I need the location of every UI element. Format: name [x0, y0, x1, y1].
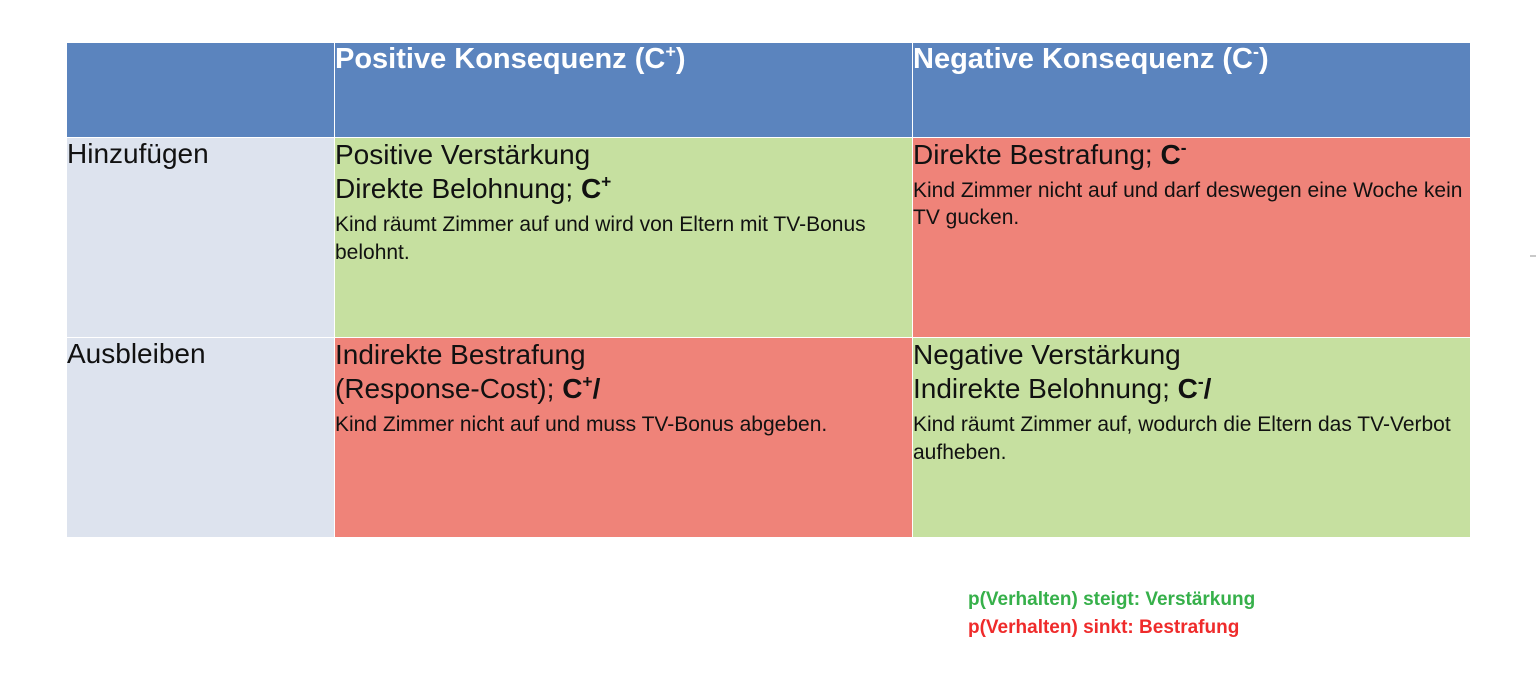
- row-label-ausbleiben: Ausbleiben: [67, 338, 335, 538]
- cell-negative-reinforcement-slash: /: [1203, 373, 1212, 405]
- table-row-hinzufuegen: [67, 138, 1471, 338]
- header-positive-tail: ): [675, 43, 686, 75]
- cell-positive-reinforcement-title: [335, 138, 912, 206]
- header-positive-label: Positive Konsequenz (C: [335, 43, 666, 75]
- cell-indirect-punishment-title-pre: (Response-Cost);: [335, 373, 563, 405]
- cell-negative-reinforcement-title-line2: [913, 372, 1470, 406]
- cell-negative-reinforcement-title-line1: Negative Verstärkung: [913, 339, 1181, 370]
- cell-negative-reinforcement-title: [913, 338, 1470, 406]
- cell-negative-reinforcement-symbol: C: [1177, 373, 1198, 405]
- cell-negative-reinforcement-title-pre: Indirekte Belohnung;: [913, 373, 1178, 405]
- legend-reinforcement: p(Verhalten) steigt: Verstärkung: [968, 589, 1256, 610]
- cell-indirect-punishment-title-line2: [335, 372, 912, 406]
- cell-direct-punishment-title: [913, 138, 1470, 172]
- edge-artifact: [1530, 255, 1536, 257]
- cell-positive-reinforcement-description: Kind räumt Zimmer auf und wird von Eltern mit TV-Bonus belohnt.: [335, 213, 866, 264]
- cell-negative-reinforcement-superscript: -: [1197, 371, 1204, 392]
- header-negative-label: Negative Konsequenz (C: [913, 43, 1253, 75]
- cell-direct-punishment-title-pre: Direkte Bestrafung;: [913, 139, 1161, 170]
- legend-punishment: p(Verhalten) sinkt: Bestrafung: [968, 616, 1240, 638]
- header-positive-consequence: [335, 43, 913, 138]
- consequence-matrix-table: [66, 42, 1471, 538]
- cell-direct-punishment-superscript: -: [1180, 137, 1187, 158]
- table-row-ausbleiben: [67, 338, 1471, 538]
- cell-indirect-punishment-superscript: +: [582, 371, 593, 392]
- cell-direct-punishment-title-line2: [913, 138, 1470, 172]
- header-negative-consequence: [913, 43, 1471, 138]
- row-label-hinzufuegen: Hinzufügen: [67, 138, 335, 338]
- header-negative-tail: ): [1258, 43, 1269, 75]
- cell-negative-reinforcement-description: Kind räumt Zimmer auf, wodurch die Eltern das TV-Verbot aufheben.: [913, 413, 1451, 464]
- cell-indirect-punishment: [335, 338, 913, 538]
- cell-positive-reinforcement-title-line2: [335, 172, 912, 206]
- cell-indirect-punishment-symbol: C: [562, 373, 583, 405]
- cell-positive-reinforcement-symbol: C: [580, 173, 602, 205]
- header-corner-cell: [67, 43, 335, 138]
- cell-indirect-punishment-slash: /: [592, 373, 601, 405]
- cell-direct-punishment-description: Kind Zimmer nicht auf und darf deswegen eine Woche kein TV gucken.: [913, 179, 1463, 230]
- cell-indirect-punishment-title-line1: Indirekte Bestrafung: [335, 339, 586, 370]
- cell-negative-reinforcement: [913, 338, 1471, 538]
- header-negative-superscript: -: [1253, 41, 1259, 62]
- cell-direct-punishment: [913, 138, 1471, 338]
- cell-positive-reinforcement-title-line1: Positive Verstärkung: [335, 139, 591, 170]
- cell-positive-reinforcement-title-pre: Direkte Belohnung;: [335, 173, 581, 205]
- cell-positive-reinforcement-superscript: +: [601, 171, 612, 192]
- cell-direct-punishment-symbol: C: [1160, 139, 1181, 170]
- cell-positive-reinforcement: [335, 138, 913, 338]
- header-positive-superscript: +: [665, 41, 676, 62]
- cell-indirect-punishment-title: [335, 338, 912, 406]
- cell-indirect-punishment-description: Kind Zimmer nicht auf und muss TV-Bonus abgeben.: [335, 413, 828, 437]
- table-header-row: [67, 43, 1471, 138]
- legend: [968, 586, 1255, 641]
